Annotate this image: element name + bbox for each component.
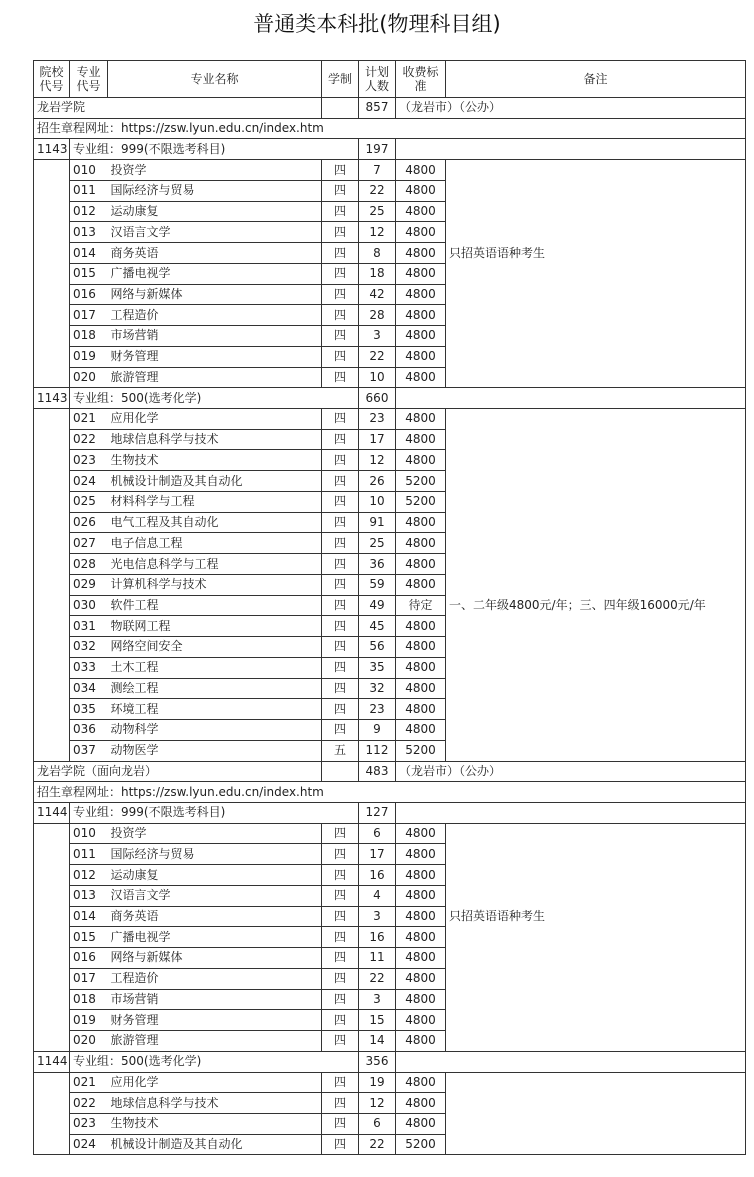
major-fee: 4800 [396, 1031, 446, 1052]
school-duration [322, 98, 359, 119]
major-name: 广播电视学 [108, 927, 322, 948]
group-fee [396, 802, 446, 823]
major-code: 014 [70, 243, 108, 264]
school-duration [322, 761, 359, 782]
major-name: 动物科学 [108, 720, 322, 741]
major-duration: 四 [322, 657, 359, 678]
major-group-row [34, 802, 746, 823]
major-fee: 4800 [396, 326, 446, 347]
major-code: 024 [70, 1134, 108, 1155]
major-fee: 4800 [396, 201, 446, 222]
group-school-code: 1144 [34, 1051, 70, 1072]
major-plan: 15 [359, 1010, 396, 1031]
major-fee: 4800 [396, 968, 446, 989]
major-fee: 4800 [396, 305, 446, 326]
note-text: 只招英语语种考生 [449, 909, 546, 923]
major-plan: 12 [359, 450, 396, 471]
group-school-code: 1143 [34, 388, 70, 409]
major-plan: 36 [359, 554, 396, 575]
major-name: 汉语言文学 [108, 885, 322, 906]
major-row [34, 1072, 746, 1093]
major-fee: 待定 [396, 595, 446, 616]
major-plan: 45 [359, 616, 396, 637]
major-plan: 28 [359, 305, 396, 326]
major-plan: 10 [359, 491, 396, 512]
major-code: 013 [70, 222, 108, 243]
major-duration: 四 [322, 450, 359, 471]
major-plan: 10 [359, 367, 396, 388]
major-name: 旅游管理 [108, 1031, 322, 1052]
major-duration: 四 [322, 699, 359, 720]
major-plan: 22 [359, 968, 396, 989]
empty-code-cell [34, 409, 70, 761]
major-duration: 四 [322, 222, 359, 243]
major-duration: 四 [322, 844, 359, 865]
school-plan: 483 [359, 761, 396, 782]
major-name: 商务英语 [108, 906, 322, 927]
major-name: 测绘工程 [108, 678, 322, 699]
admission-url-row [34, 118, 746, 139]
group-plan: 197 [359, 139, 396, 160]
major-plan: 3 [359, 906, 396, 927]
major-plan: 6 [359, 1113, 396, 1134]
major-duration: 四 [322, 968, 359, 989]
major-name: 国际经济与贸易 [108, 844, 322, 865]
group-note [446, 139, 746, 160]
major-code: 016 [70, 284, 108, 305]
header-duration: 学制 [322, 61, 359, 98]
major-fee: 4800 [396, 678, 446, 699]
major-duration: 四 [322, 1031, 359, 1052]
major-duration: 四 [322, 201, 359, 222]
major-name: 机械设计制造及其自动化 [108, 471, 322, 492]
major-code: 021 [70, 1072, 108, 1093]
major-code: 018 [70, 326, 108, 347]
major-code: 026 [70, 512, 108, 533]
major-code: 015 [70, 263, 108, 284]
group-note [446, 1051, 746, 1072]
major-name: 软件工程 [108, 595, 322, 616]
major-duration: 四 [322, 512, 359, 533]
group-note [446, 388, 746, 409]
major-fee: 4800 [396, 989, 446, 1010]
major-name: 光电信息科学与工程 [108, 554, 322, 575]
major-code: 029 [70, 574, 108, 595]
major-name: 环境工程 [108, 699, 322, 720]
empty-code-cell [34, 823, 70, 1051]
admission-url: 招生章程网址：https://zsw.lyun.edu.cn/index.htm [34, 782, 746, 803]
major-fee: 4800 [396, 1093, 446, 1114]
major-name: 投资学 [108, 823, 322, 844]
major-code: 022 [70, 1093, 108, 1114]
header-plan: 计划人数 [359, 61, 396, 98]
major-code: 012 [70, 865, 108, 886]
major-plan: 22 [359, 180, 396, 201]
major-plan: 23 [359, 409, 396, 430]
major-fee: 4800 [396, 844, 446, 865]
major-duration: 四 [322, 243, 359, 264]
major-name: 市场营销 [108, 326, 322, 347]
major-plan: 25 [359, 533, 396, 554]
school-name: 龙岩学院（面向龙岩） [34, 761, 322, 782]
enrollment-plan-table [33, 60, 746, 1155]
major-duration: 四 [322, 823, 359, 844]
major-duration: 四 [322, 948, 359, 969]
group-plan: 356 [359, 1051, 396, 1072]
major-plan: 59 [359, 574, 396, 595]
major-code: 033 [70, 657, 108, 678]
major-plan: 14 [359, 1031, 396, 1052]
major-duration: 四 [322, 305, 359, 326]
major-code: 017 [70, 968, 108, 989]
group-plan: 660 [359, 388, 396, 409]
major-duration: 四 [322, 554, 359, 575]
major-duration: 四 [322, 1113, 359, 1134]
major-duration: 四 [322, 180, 359, 201]
major-name: 电子信息工程 [108, 533, 322, 554]
major-name: 国际经济与贸易 [108, 180, 322, 201]
major-fee: 4800 [396, 263, 446, 284]
major-code: 019 [70, 346, 108, 367]
group-label: 专业组：500(选考化学) [70, 1051, 359, 1072]
major-name: 投资学 [108, 160, 322, 181]
major-name: 机械设计制造及其自动化 [108, 1134, 322, 1155]
major-name: 计算机科学与技术 [108, 574, 322, 595]
major-fee: 4800 [396, 367, 446, 388]
major-plan: 3 [359, 326, 396, 347]
major-duration: 四 [322, 1134, 359, 1155]
school-info: （龙岩市）（公办） [396, 98, 746, 119]
school-info: （龙岩市）（公办） [396, 761, 746, 782]
major-duration: 四 [322, 409, 359, 430]
group-label: 专业组：999(不限选考科目) [70, 802, 359, 823]
major-duration: 四 [322, 429, 359, 450]
header-fee: 收费标准 [396, 61, 446, 98]
major-group-row [34, 1051, 746, 1072]
major-duration: 四 [322, 885, 359, 906]
major-plan: 56 [359, 637, 396, 658]
major-row [34, 823, 746, 844]
school-row [34, 98, 746, 119]
major-fee: 4800 [396, 699, 446, 720]
major-plan: 112 [359, 740, 396, 761]
group-fee [396, 1051, 446, 1072]
major-duration: 四 [322, 367, 359, 388]
major-name: 地球信息科学与技术 [108, 1093, 322, 1114]
major-name: 财务管理 [108, 1010, 322, 1031]
major-fee: 4800 [396, 927, 446, 948]
major-name: 应用化学 [108, 1072, 322, 1093]
major-note [446, 409, 746, 761]
major-plan: 23 [359, 699, 396, 720]
header-major-name: 专业名称 [108, 61, 322, 98]
major-plan: 42 [359, 284, 396, 305]
major-row [34, 409, 746, 430]
major-code: 020 [70, 367, 108, 388]
major-fee: 4800 [396, 222, 446, 243]
major-fee: 4800 [396, 637, 446, 658]
major-duration: 四 [322, 284, 359, 305]
major-duration: 四 [322, 491, 359, 512]
major-plan: 8 [359, 243, 396, 264]
major-duration: 四 [322, 989, 359, 1010]
major-name: 网络与新媒体 [108, 948, 322, 969]
major-fee: 4800 [396, 1010, 446, 1031]
major-plan: 9 [359, 720, 396, 741]
major-name: 商务英语 [108, 243, 322, 264]
major-plan: 17 [359, 429, 396, 450]
major-duration: 四 [322, 263, 359, 284]
major-fee: 4800 [396, 906, 446, 927]
major-code: 018 [70, 989, 108, 1010]
empty-code-cell [34, 1072, 70, 1155]
major-fee: 4800 [396, 885, 446, 906]
major-fee: 4800 [396, 512, 446, 533]
major-note [446, 160, 746, 388]
major-duration: 四 [322, 574, 359, 595]
major-code: 012 [70, 201, 108, 222]
major-duration: 四 [322, 1010, 359, 1031]
major-fee: 4800 [396, 160, 446, 181]
major-code: 017 [70, 305, 108, 326]
major-name: 电气工程及其自动化 [108, 512, 322, 533]
major-fee: 4800 [396, 429, 446, 450]
major-duration: 四 [322, 326, 359, 347]
major-code: 030 [70, 595, 108, 616]
major-plan: 22 [359, 346, 396, 367]
major-name: 网络与新媒体 [108, 284, 322, 305]
major-duration: 四 [322, 471, 359, 492]
major-fee: 4800 [396, 657, 446, 678]
major-duration: 四 [322, 678, 359, 699]
major-code: 014 [70, 906, 108, 927]
major-group-row [34, 388, 746, 409]
major-code: 036 [70, 720, 108, 741]
major-name: 汉语言文学 [108, 222, 322, 243]
major-duration: 四 [322, 927, 359, 948]
major-duration: 四 [322, 616, 359, 637]
major-plan: 26 [359, 471, 396, 492]
major-plan: 19 [359, 1072, 396, 1093]
major-plan: 91 [359, 512, 396, 533]
header-note: 备注 [446, 61, 746, 98]
group-label: 专业组：999(不限选考科目) [70, 139, 359, 160]
major-plan: 3 [359, 989, 396, 1010]
major-plan: 12 [359, 222, 396, 243]
major-name: 生物技术 [108, 1113, 322, 1134]
major-plan: 4 [359, 885, 396, 906]
major-duration: 四 [322, 720, 359, 741]
major-fee: 4800 [396, 865, 446, 886]
major-duration: 四 [322, 595, 359, 616]
major-code: 021 [70, 409, 108, 430]
empty-code-cell [34, 160, 70, 388]
major-code: 028 [70, 554, 108, 575]
major-duration: 五 [322, 740, 359, 761]
major-name: 网络空间安全 [108, 637, 322, 658]
major-duration: 四 [322, 637, 359, 658]
major-code: 031 [70, 616, 108, 637]
group-school-code: 1143 [34, 139, 70, 160]
major-code: 011 [70, 844, 108, 865]
major-duration: 四 [322, 865, 359, 886]
major-name: 旅游管理 [108, 367, 322, 388]
major-fee: 5200 [396, 471, 446, 492]
major-code: 011 [70, 180, 108, 201]
major-fee: 4800 [396, 574, 446, 595]
major-fee: 4800 [396, 823, 446, 844]
major-fee: 4800 [396, 284, 446, 305]
major-fee: 4800 [396, 948, 446, 969]
major-code: 010 [70, 160, 108, 181]
major-fee: 5200 [396, 491, 446, 512]
major-plan: 7 [359, 160, 396, 181]
major-name: 工程造价 [108, 305, 322, 326]
major-note [446, 1072, 746, 1155]
major-fee: 4800 [396, 720, 446, 741]
page-title: 普通类本科批(物理科目组) [253, 12, 501, 36]
major-name: 应用化学 [108, 409, 322, 430]
header-school-code: 院校代号 [34, 61, 70, 98]
major-code: 024 [70, 471, 108, 492]
major-duration: 四 [322, 1072, 359, 1093]
major-fee: 4800 [396, 1113, 446, 1134]
major-code: 023 [70, 450, 108, 471]
note-text: 只招英语语种考生 [449, 245, 546, 260]
major-plan: 16 [359, 927, 396, 948]
major-duration: 四 [322, 906, 359, 927]
major-plan: 17 [359, 844, 396, 865]
major-code: 023 [70, 1113, 108, 1134]
major-note [446, 823, 746, 1051]
major-name: 市场营销 [108, 989, 322, 1010]
major-code: 010 [70, 823, 108, 844]
major-group-row [34, 139, 746, 160]
major-fee: 4800 [396, 450, 446, 471]
major-code: 016 [70, 948, 108, 969]
major-fee: 4800 [396, 533, 446, 554]
major-code: 037 [70, 740, 108, 761]
major-duration: 四 [322, 160, 359, 181]
major-fee: 4800 [396, 346, 446, 367]
major-name: 广播电视学 [108, 263, 322, 284]
major-name: 生物技术 [108, 450, 322, 471]
major-code: 015 [70, 927, 108, 948]
school-row [34, 761, 746, 782]
group-fee [396, 388, 446, 409]
major-code: 025 [70, 491, 108, 512]
major-name: 工程造价 [108, 968, 322, 989]
group-label: 专业组：500(选考化学) [70, 388, 359, 409]
major-code: 020 [70, 1031, 108, 1052]
major-fee: 4800 [396, 243, 446, 264]
major-code: 027 [70, 533, 108, 554]
group-fee [396, 139, 446, 160]
major-name: 土木工程 [108, 657, 322, 678]
major-code: 032 [70, 637, 108, 658]
major-fee: 4800 [396, 180, 446, 201]
major-plan: 25 [359, 201, 396, 222]
major-code: 019 [70, 1010, 108, 1031]
major-name: 运动康复 [108, 865, 322, 886]
major-plan: 49 [359, 595, 396, 616]
major-fee: 4800 [396, 616, 446, 637]
major-code: 034 [70, 678, 108, 699]
major-name: 物联网工程 [108, 616, 322, 637]
major-fee: 4800 [396, 1072, 446, 1093]
major-name: 材料科学与工程 [108, 491, 322, 512]
major-duration: 四 [322, 533, 359, 554]
major-plan: 16 [359, 865, 396, 886]
group-note [446, 802, 746, 823]
school-name: 龙岩学院 [34, 98, 322, 119]
group-plan: 127 [359, 802, 396, 823]
major-fee: 4800 [396, 409, 446, 430]
major-fee: 5200 [396, 740, 446, 761]
major-name: 财务管理 [108, 346, 322, 367]
school-plan: 857 [359, 98, 396, 119]
major-plan: 12 [359, 1093, 396, 1114]
major-duration: 四 [322, 1093, 359, 1114]
major-plan: 11 [359, 948, 396, 969]
admission-url: 招生章程网址：https://zsw.lyun.edu.cn/index.htm [34, 118, 746, 139]
table-header-row [34, 61, 746, 98]
major-duration: 四 [322, 346, 359, 367]
major-fee: 5200 [396, 1134, 446, 1155]
major-plan: 32 [359, 678, 396, 699]
major-code: 013 [70, 885, 108, 906]
major-plan: 22 [359, 1134, 396, 1155]
major-name: 动物医学 [108, 740, 322, 761]
admission-url-row [34, 782, 746, 803]
major-name: 地球信息科学与技术 [108, 429, 322, 450]
major-code: 035 [70, 699, 108, 720]
major-code: 022 [70, 429, 108, 450]
major-row [34, 160, 746, 181]
note-text: 一、二年级4800元/年；三、四年级16000元/年 [449, 597, 706, 612]
group-school-code: 1144 [34, 802, 70, 823]
major-plan: 35 [359, 657, 396, 678]
major-name: 运动康复 [108, 201, 322, 222]
major-plan: 18 [359, 263, 396, 284]
header-major-code: 专业代号 [70, 61, 108, 98]
major-plan: 6 [359, 823, 396, 844]
major-fee: 4800 [396, 554, 446, 575]
